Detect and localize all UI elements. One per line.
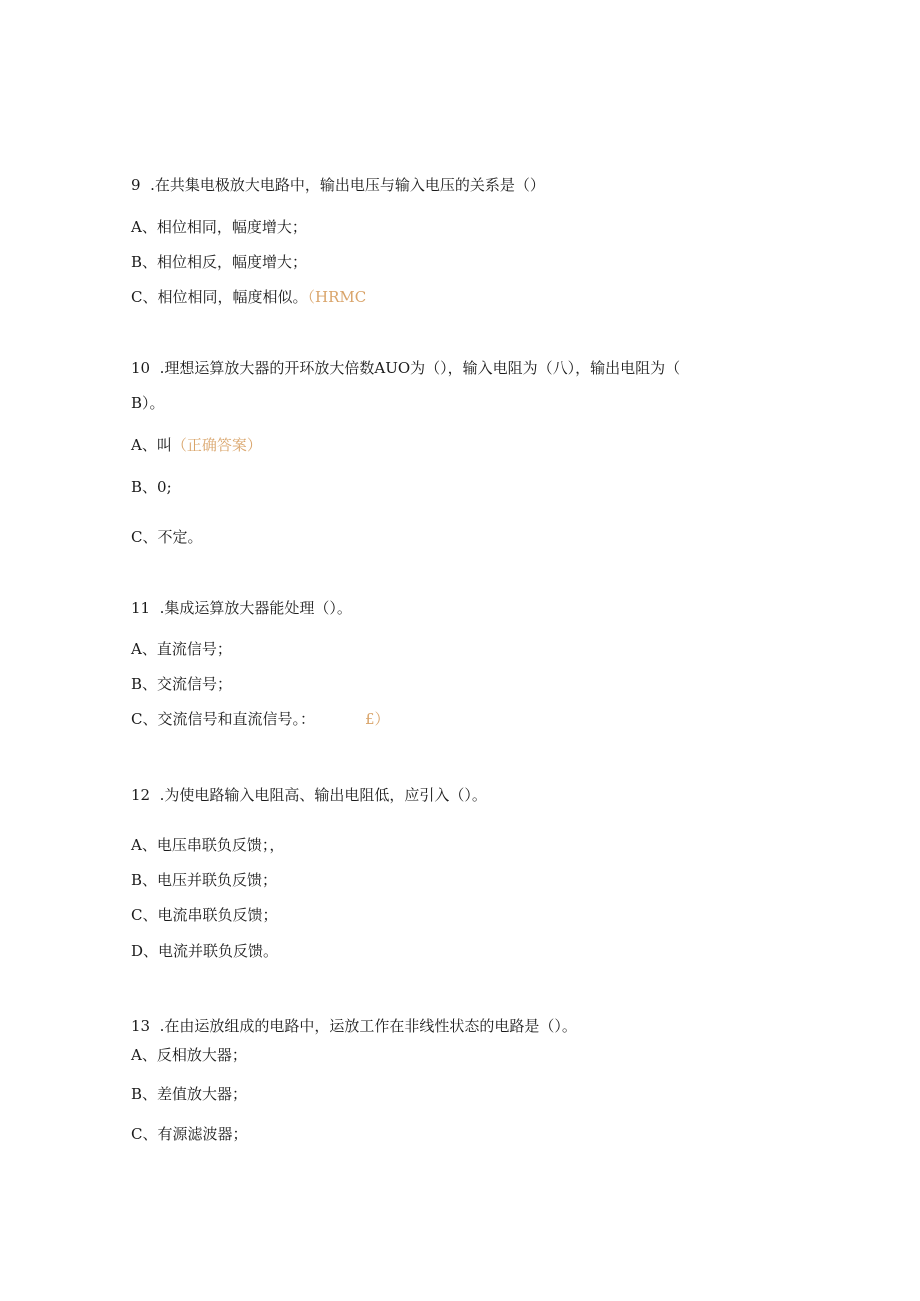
- answer-note: （HRMC: [307, 288, 367, 306]
- question-11: 11 .集成运算放大器能处理（）。: [131, 599, 352, 617]
- question-12: 12 .为使电路输入电阻高、输出电阻低，应引入（）。: [131, 786, 487, 804]
- option-13-c: C、有源滤波器；: [131, 1125, 248, 1143]
- option-12-d: D、电流并联负反馈。: [131, 942, 279, 960]
- option-13-b: B、差值放大器；: [131, 1085, 248, 1103]
- option-9-b: B、相位相反，幅度增大；: [131, 253, 308, 271]
- option-10-b: B、0;: [131, 478, 172, 496]
- question-10-cont: B）。: [131, 394, 165, 412]
- question-number: 12: [131, 786, 151, 804]
- option-12-c: C、电流串联负反馈；: [131, 906, 278, 924]
- question-number: 13: [131, 1017, 151, 1035]
- option-9-c: C、相位相同，幅度相似。（HRMC: [131, 288, 367, 306]
- question-number: 11: [131, 599, 151, 617]
- option-11-a: A、直流信号；: [131, 640, 232, 658]
- option-12-a: A、电压串联负反馈；，: [131, 836, 285, 854]
- question-stem: 在共集电极放大电路中，输出电压与输入电压的关系是（）: [154, 176, 545, 194]
- option-12-b: B、电压并联负反馈；: [131, 871, 278, 889]
- question-stem: 在由运放组成的电路中，运放工作在非线性状态的电路是（）。: [164, 1017, 577, 1035]
- question-stem: 理想运算放大器的开环放大倍数AUO为（），输入电阻为（八），输出电阻为（: [164, 359, 681, 377]
- question-number: 9: [131, 176, 141, 194]
- question-13: 13 .在由运放组成的电路中，运放工作在非线性状态的电路是（）。: [131, 1017, 577, 1035]
- question-number: 10: [131, 359, 151, 377]
- question-9: 9 .在共集电极放大电路中，输出电压与输入电压的关系是（）: [131, 176, 545, 194]
- option-10-c: C、不定。: [131, 528, 203, 546]
- answer-note: （正确答案）: [171, 436, 262, 454]
- option-13-a: A、反相放大器；: [131, 1046, 247, 1064]
- option-10-a: A、叫（正确答案）: [131, 436, 262, 454]
- option-9-a: A、相位相同，幅度增大；: [131, 218, 307, 236]
- answer-note: £）: [365, 710, 390, 728]
- question-10: 10 .理想运算放大器的开环放大倍数AUO为（），输入电阻为（八），输出电阻为（: [131, 359, 681, 377]
- question-stem: 为使电路输入电阻高、输出电阻低，应引入（）。: [164, 786, 487, 804]
- question-stem: 集成运算放大器能处理（）。: [164, 599, 352, 617]
- option-11-c: C、交流信号和直流信号。： £）: [131, 710, 390, 728]
- option-11-b: B、交流信号；: [131, 675, 233, 693]
